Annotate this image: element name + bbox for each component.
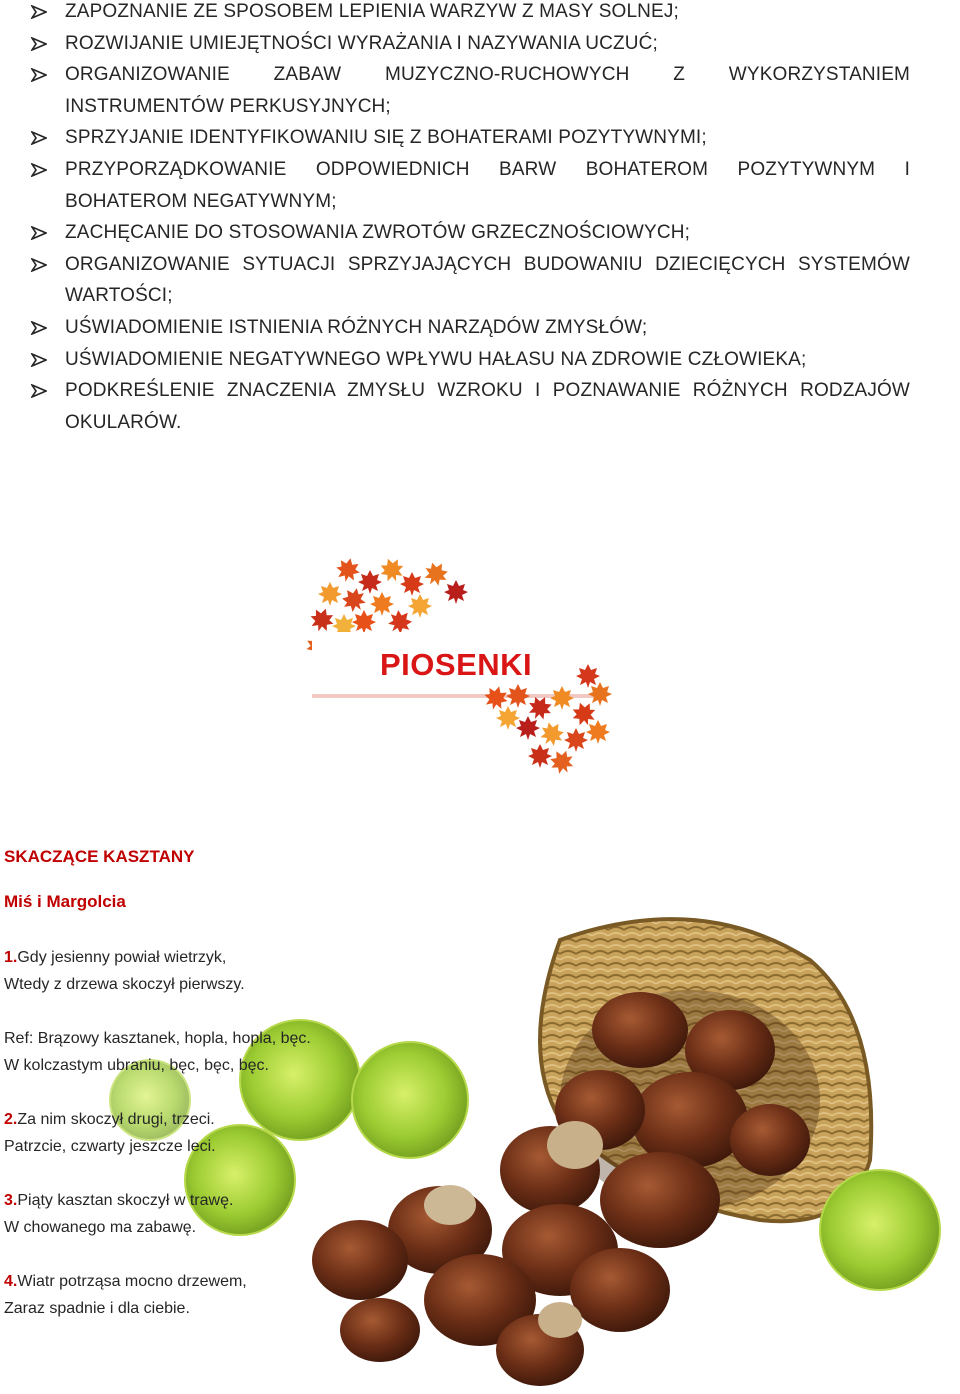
- lyric-line: Zaraz spadnie i dla ciebie.: [4, 1300, 190, 1317]
- lyric-text: Wiatr potrząsa mocno drzewem,: [17, 1273, 247, 1290]
- banner-title: PIOSENKI: [380, 647, 533, 682]
- arrow-bullet-icon: [31, 37, 47, 51]
- lyric-line: W kolczastym ubraniu, bęc, bęc, bęc.: [4, 1057, 269, 1074]
- goal-text: ORGANIZOWANIE ZABAW MUZYCZNO-RUCHOWYCH Z WYKORZYSTANIEM INSTRUMENTÓW PERKUSYJNYCH;: [65, 64, 910, 117]
- lyric-line: [4, 1187, 364, 1214]
- lyric-text: Za nim skoczył drugi, trzeci.: [17, 1111, 215, 1128]
- stanza-number: 3.: [4, 1192, 18, 1209]
- goal-text: ROZWIJANIE UMIEJĘTNOŚCI WYRAŻANIA I NAZYWANIA UCZUĆ;: [65, 32, 658, 54]
- goal-text: PODKREŚLENIE ZNACZENIA ZMYSŁU WZROKU I POZNAWANIE RÓŻNYCH RODZAJÓW OKULARÓW.: [65, 380, 910, 433]
- lyric-line: Ref: Brązowy kasztanek, hopla, hopla, bęc.: [4, 1030, 311, 1047]
- goal-text: UŚWIADOMIENIE NEGATYWNEGO WPŁYWU HAŁASU NA ZDROWIE CZŁOWIEKA;: [65, 348, 807, 370]
- lyric-line: W chowanego ma zabawę.: [4, 1219, 197, 1236]
- arrow-bullet-icon: [31, 68, 47, 82]
- arrow-bullet-icon: [31, 321, 47, 335]
- goal-item: [0, 312, 960, 344]
- lyric-text: Piąty kasztan skoczył w trawę.: [17, 1192, 234, 1209]
- goal-item: [0, 249, 960, 312]
- lyric-line: [4, 944, 364, 971]
- arrow-bullet-icon: [31, 384, 47, 398]
- song-author: Miś i Margolcia: [4, 892, 126, 911]
- arrow-bullet-icon: [31, 163, 47, 177]
- goal-text: ZAPOZNANIE ZE SPOSOBEM LEPIENIA WARZYW Z MASY SOLNEJ;: [65, 1, 679, 22]
- goal-item: [0, 0, 960, 28]
- stanza-4: [4, 1268, 364, 1322]
- song-lyrics: [4, 944, 364, 1322]
- goal-text: SPRZYJANIE IDENTYFIKOWANIU SIĘ Z BOHATERAMI POZYTYWNYMI;: [65, 127, 707, 149]
- stanza-3: [4, 1187, 364, 1241]
- goal-item: [0, 344, 960, 376]
- lyric-line: Wtedy z drzewa skoczył pierwszy.: [4, 976, 245, 993]
- stanza-number: 1.: [4, 949, 18, 966]
- stanza-2: [4, 1106, 364, 1160]
- goal-text: UŚWIADOMIENIE ISTNIENIA RÓŻNYCH NARZĄDÓW ZMYSŁÓW;: [65, 316, 648, 338]
- song-title: SKACZĄCE KASZTANY: [4, 847, 195, 866]
- arrow-bullet-icon: [31, 5, 47, 19]
- stanza-number: 2.: [4, 1111, 18, 1128]
- arrow-bullet-icon: [31, 258, 47, 272]
- arrow-bullet-icon: [31, 131, 47, 145]
- goal-text: ORGANIZOWANIE SYTUACJI SPRZYJAJĄCYCH BUDOWANIU DZIECIĘCYCH SYSTEMÓW WARTOŚCI;: [65, 253, 910, 307]
- refrain: [4, 1025, 364, 1079]
- stanza-number: 4.: [4, 1273, 18, 1290]
- goal-text: ZACHĘCANIE DO STOSOWANIA ZWROTÓW GRZECZNOŚCIOWYCH;: [65, 222, 691, 244]
- goal-item: [0, 122, 960, 154]
- arrow-bullet-icon: [31, 226, 47, 240]
- goal-item: [0, 28, 960, 60]
- goal-text: PRZYPORZĄDKOWANIE ODPOWIEDNICH BARW BOHATEROM POZYTYWNYM I BOHATEROM NEGATYWNYM;: [65, 158, 910, 212]
- stanza-1: [4, 944, 364, 998]
- goal-item: [0, 59, 960, 122]
- arrow-bullet-icon: [31, 353, 47, 367]
- lyric-text: Gdy jesienny powiał wietrzyk,: [17, 949, 227, 966]
- goal-item: [0, 375, 960, 438]
- goals-list: [0, 0, 960, 438]
- goal-item: [0, 154, 960, 217]
- lyric-line: [4, 1268, 364, 1295]
- goal-item: [0, 217, 960, 249]
- lyric-line: Patrzcie, czwarty jeszcze leci.: [4, 1138, 216, 1155]
- lyric-line: [4, 1106, 364, 1133]
